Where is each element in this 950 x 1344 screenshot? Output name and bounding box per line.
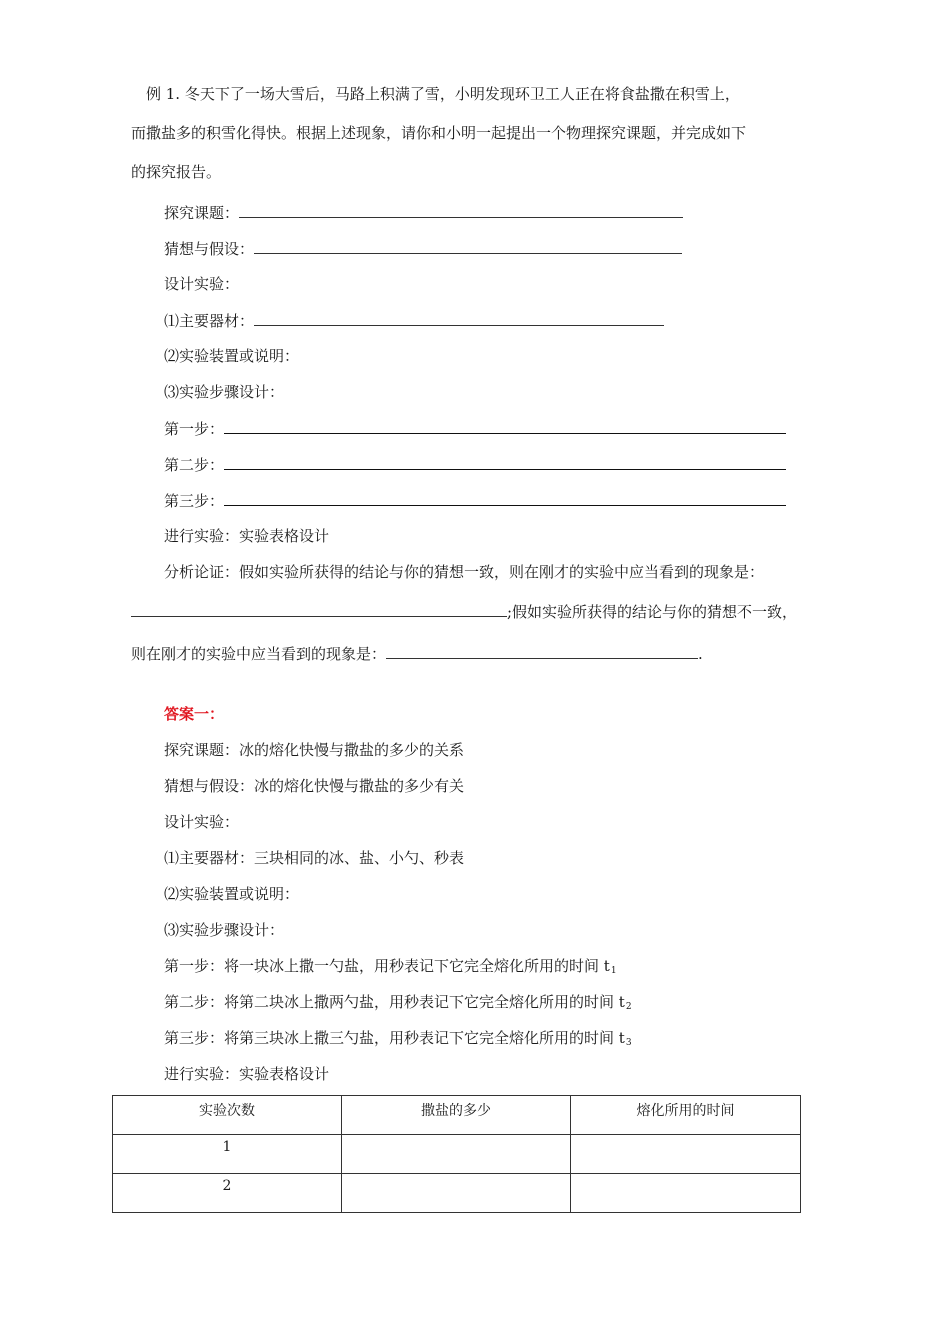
hypothesis-label: 猜想与假设： (164, 240, 255, 258)
answer-topic: 探究课题：冰的熔化快慢与撒盐的多少的关系 (164, 741, 465, 759)
step2-row (164, 454, 786, 475)
analysis-line-2 (131, 601, 797, 622)
table-cell (342, 1135, 571, 1174)
answer-design: 设计实验： (164, 813, 240, 831)
analysis-blank-inconsistent[interactable] (386, 643, 698, 659)
topic-row (164, 202, 683, 223)
answer-device: ⑵实验装置或说明： (164, 885, 300, 903)
device-label: ⑵实验装置或说明： (164, 347, 300, 365)
equipment-label: ⑴主要器材： (164, 312, 255, 330)
answer-step1 (164, 956, 617, 981)
step1-label: 第一步： (164, 420, 225, 438)
answer-step3 (164, 1028, 632, 1053)
step2-blank[interactable] (224, 454, 786, 470)
step1-blank[interactable] (224, 418, 786, 434)
answer-step1-text: 第一步：将一块冰上撒一勺盐，用秒表记下它完全熔化所用的时间 t (164, 957, 610, 975)
analysis-line-3 (131, 643, 703, 664)
table-header-cell: 撒盐的多少 (342, 1096, 571, 1135)
answer-step3-subscript: 3 (625, 1038, 632, 1048)
answer-step2-subscript: 2 (625, 1002, 632, 1012)
answer-hypothesis: 猜想与假设：冰的熔化快慢与撒盐的多少有关 (164, 777, 465, 795)
steps-label: ⑶实验步骤设计： (164, 383, 285, 401)
analysis-line-1: 分析论证：假如实验所获得的结论与你的猜想一致，则在刚才的实验中应当看到的现象是： (164, 563, 765, 581)
step3-row (164, 490, 786, 511)
step3-blank[interactable] (224, 490, 786, 506)
table-row (113, 1135, 801, 1174)
analysis-line-3-label: 则在刚才的实验中应当看到的现象是： (131, 645, 387, 663)
design-label: 设计实验： (164, 275, 240, 293)
step1-row (164, 418, 786, 439)
answer-steps: ⑶实验步骤设计： (164, 921, 285, 939)
table-cell (571, 1174, 801, 1213)
analysis-end: . (698, 645, 703, 663)
step3-label: 第三步： (164, 492, 225, 510)
question-line-3: 的探究报告。 (131, 163, 222, 181)
table-cell: 2 (113, 1174, 342, 1213)
answer-heading: 答案一： (164, 705, 225, 723)
answer-step2-text: 第二步：将第二块冰上撒两勺盐，用秒表记下它完全熔化所用的时间 t (164, 993, 625, 1011)
answer-conduct: 进行实验：实验表格设计 (164, 1065, 330, 1083)
answer-step2 (164, 992, 632, 1017)
table-cell (571, 1135, 801, 1174)
topic-label: 探究课题： (164, 204, 240, 222)
answer-step1-subscript: 1 (610, 966, 617, 976)
analysis-line-2-tail: ;假如实验所获得的结论与你的猜想不一致， (507, 603, 798, 621)
equipment-row (164, 310, 664, 331)
question-line-2: 而撒盐多的积雪化得快。根据上述现象，请你和小明一起提出一个物理探究课题，并完成如下 (131, 124, 747, 142)
question-line-1: 例 1. 冬天下了一场大雪后，马路上积满了雪，小明发现环卫工人正在将食盐撒在积雪上， (146, 85, 740, 103)
experiment-table (112, 1095, 801, 1213)
analysis-blank-consistent[interactable] (131, 601, 507, 617)
table-cell: 1 (113, 1135, 342, 1174)
table-header-cell: 熔化所用的时间 (571, 1096, 801, 1135)
conduct-label: 进行实验：实验表格设计 (164, 527, 330, 545)
equipment-blank[interactable] (254, 310, 664, 326)
topic-blank[interactable] (239, 202, 683, 218)
step2-label: 第二步： (164, 456, 225, 474)
answer-step3-text: 第三步：将第三块冰上撒三勺盐，用秒表记下它完全熔化所用的时间 t (164, 1029, 625, 1047)
table-row (113, 1174, 801, 1213)
table-cell (342, 1174, 571, 1213)
hypothesis-row (164, 238, 682, 259)
answer-equipment: ⑴主要器材：三块相同的冰、盐、小勺、秒表 (164, 849, 465, 867)
hypothesis-blank[interactable] (254, 238, 682, 254)
table-header-cell: 实验次数 (113, 1096, 342, 1135)
table-header-row (113, 1096, 801, 1135)
